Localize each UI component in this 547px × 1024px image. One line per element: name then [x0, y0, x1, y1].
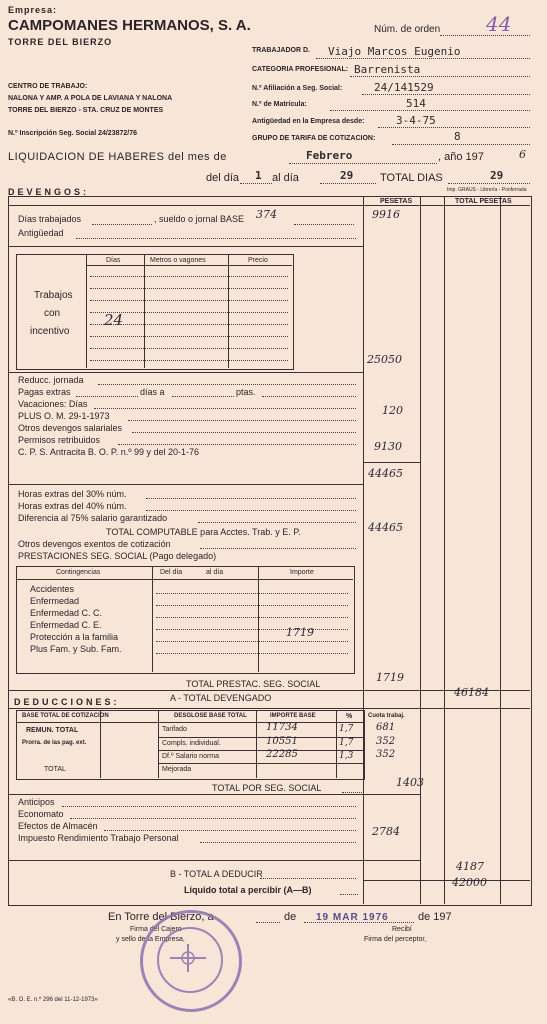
dias-amount: 9916: [372, 208, 400, 221]
devengos-subtotal: 44465: [368, 467, 403, 480]
trabajador-value: Viajo Marcos Eugenio: [328, 45, 461, 58]
otros-devengos: Otros devengos salariales: [18, 423, 123, 433]
proteccion-value: 1719: [286, 626, 314, 639]
cps-antracita: C. P. S. Antracita B. O. P. n.º 99 y del 20-1-76: [18, 447, 200, 457]
col-pesetas: PESETAS: [380, 198, 413, 205]
ded-prorra: Prorra. de las pag. ext.: [22, 740, 87, 746]
prest-col-al-dia: al día: [206, 569, 224, 576]
afiliacion-label: N.º Afiliación a Seg. Social:: [252, 85, 343, 92]
impuesto-value: 2784: [372, 825, 400, 838]
total-deducir-value: 4187: [456, 860, 484, 873]
col-total-pesetas: TOTAL PESETAS: [455, 198, 512, 205]
economato: Economato: [18, 809, 64, 819]
pagas-extras: Pagas extras: [18, 387, 71, 397]
incentivo-col-precio: Precio: [248, 257, 268, 264]
cuota-3: 352: [376, 749, 396, 760]
efectos-almacen: Efectos de Almacén: [18, 821, 98, 831]
centro-label: CENTRO DE TRABAJO:: [8, 83, 88, 90]
reducc-jornada: Reducc. jornada: [18, 375, 84, 385]
place-prefix: En Torre del Bierzo, a: [108, 911, 214, 923]
desglose-compls: Compls. individual.: [162, 740, 221, 747]
prest-col-importe: Importe: [290, 569, 314, 576]
prest-enfermedad-ce: Enfermedad C. E.: [30, 620, 102, 630]
ded-col-base-total: BASE TOTAL DE COTIZACION: [22, 713, 109, 719]
date-de2: de 197: [418, 911, 452, 923]
anticipos: Anticipos: [18, 797, 55, 807]
importe-base-1: 11734: [266, 722, 298, 733]
pct-1: 1,7: [339, 724, 354, 734]
ded-col-cuota: Cuota trabaj.: [368, 713, 405, 719]
date-de1: de: [284, 911, 297, 923]
matricula-label: N.º de Matrícula:: [252, 101, 307, 108]
total-seg-social-label: TOTAL POR SEG. SOCIAL: [212, 783, 322, 793]
prest-enfermedad-cc: Enfermedad C. C.: [30, 608, 103, 618]
firma-cajero-1: Firma del Cajero: [130, 926, 182, 933]
firma-cajero-2: y sello de la Empresa,: [116, 936, 185, 943]
otros-exentos: Otros devengos exentos de cotización: [18, 539, 171, 549]
diferencia-75: Diferencia al 75% salario garantizado: [18, 513, 168, 523]
prest-accidentes: Accidentes: [30, 584, 75, 594]
horas-30: Horas extras del 30% núm.: [18, 489, 127, 499]
imprenta: Imp. GRAUS - Librería - Ponferrada: [447, 187, 527, 193]
permisos: Permisos retribuidos: [18, 435, 101, 445]
incentivo-amount: 25050: [367, 353, 402, 366]
deducciones-title: DEDUCCIONES:: [14, 697, 120, 707]
al-dia-value: 29: [340, 169, 354, 182]
cuota-2: 352: [376, 736, 396, 747]
importe-base-3: 22285: [266, 749, 298, 760]
company-stamp: [140, 910, 242, 1012]
grupo-label: GRUPO DE TARIFA DE COTIZACION:: [252, 135, 376, 142]
stamp-graphic-icon: [140, 910, 236, 1006]
total-seg-social-value: 1403: [396, 776, 424, 789]
del-dia-label: del día: [206, 172, 240, 184]
incentivo-col-metros: Metros o vagones: [150, 257, 206, 264]
antiguedad-line: Antigüedad: [18, 228, 64, 238]
dias-trabajados-label: Días trabajados: [18, 214, 82, 224]
total-computable-label: TOTAL COMPUTABLE para Acctes. Trab. y E. P.: [106, 527, 301, 537]
horas-40: Horas extras del 40% núm.: [18, 501, 127, 511]
boe-reference: «B. O. E. n.º 296 del 11-12-1973»: [8, 997, 98, 1003]
sueldo-label: , sueldo o jornal BASE: [154, 214, 245, 224]
afiliacion-value: 24/141529: [374, 81, 434, 94]
ded-total: TOTAL: [44, 766, 66, 773]
total-devengado-value: 46184: [454, 686, 489, 699]
firma-perceptor: Firma del perceptor,: [364, 936, 427, 943]
ded-col-pct: %: [346, 713, 353, 720]
plus-value: 120: [382, 404, 403, 417]
ano-value: 6: [519, 148, 526, 161]
trabajador-label: TRABAJADOR D.: [252, 47, 310, 54]
liquido-label: Líquido total a percibir (A—B): [184, 885, 312, 895]
sueldo-value: 374: [256, 208, 277, 221]
pagas-dias: días a: [140, 387, 165, 397]
pct-2: 1,7: [339, 738, 354, 748]
cps-value: 9130: [374, 440, 402, 453]
vacaciones: Vacaciones: Días: [18, 399, 88, 409]
mes-value: Febrero: [306, 149, 353, 162]
total-prestac-value: 1719: [376, 671, 404, 684]
incentivo-dias-value: 24: [104, 311, 124, 329]
prest-col-contingencias: Contingencias: [56, 569, 101, 576]
total-devengado-label: A - TOTAL DEVENGADO: [170, 693, 272, 703]
desglose-salario: Df.º Salario norma: [162, 753, 220, 760]
company-sub: TORRE DEL BIERZO: [8, 37, 113, 47]
total-prestac-label: TOTAL PRESTAC. SEG. SOCIAL: [186, 679, 321, 689]
inscripcion: N.º Inscripción Seg. Social 24/23872/76: [8, 130, 138, 137]
grupo-value: 8: [454, 130, 461, 143]
devengos-title: DEVENGOS:: [8, 187, 90, 197]
prest-proteccion: Protección a la familia: [30, 632, 119, 642]
prest-enfermedad: Enfermedad: [30, 596, 80, 606]
categoria-value: Barrenista: [354, 63, 421, 76]
num-orden-label: Núm. de orden: [374, 24, 441, 35]
ded-remun-total: REMUN. TOTAL: [26, 727, 79, 734]
pagas-ptas: ptas.: [236, 387, 256, 397]
importe-base-2: 10551: [266, 736, 298, 747]
empresa-label: Empresa:: [8, 5, 58, 15]
prestaciones-title: PRESTACIONES SEG. SOCIAL (Pago delegado): [18, 551, 217, 561]
categoria-label: CATEGORIA PROFESIONAL:: [252, 66, 349, 73]
prest-plus-fam: Plus Fam. y Sub. Fam.: [30, 644, 122, 654]
centro-line1: NALONA Y AMP. A POLA DE LAVIANA Y NALONA: [8, 95, 173, 102]
ded-col-importe-base: IMPORTE BASE: [270, 713, 316, 719]
liquidacion-prefix: LIQUIDACION DE HABERES del mes de: [8, 151, 227, 163]
incentivo-col-dias: Días: [106, 257, 121, 264]
ano-label: , año 197: [438, 151, 484, 163]
liquido-value: 42000: [452, 876, 487, 889]
plus-om: PLUS O. M. 29-1-1973: [18, 411, 110, 421]
con-label: con: [44, 308, 61, 319]
cuota-1: 681: [376, 722, 396, 733]
matricula-value: 514: [406, 97, 426, 110]
total-computable-value: 44465: [368, 521, 403, 534]
del-dia-value: 1: [255, 169, 262, 182]
total-dias-value: 29: [490, 169, 504, 182]
trabajos-label: Trabajos: [34, 290, 73, 301]
total-deducir-label: B - TOTAL A DEDUCIR: [170, 869, 263, 879]
desglose-mejorada: Mejorada: [162, 766, 192, 773]
total-dias-label: TOTAL DIAS: [380, 172, 443, 184]
centro-line2: TORRE DEL BIERZO - STA. CRUZ DE MONTES: [8, 107, 164, 114]
antiguedad-value: 3-4-75: [396, 114, 436, 127]
recibi: Recibí: [392, 926, 412, 933]
desglose-tarifado: Tarifado: [162, 726, 187, 733]
date-stamp: 19 MAR 1976: [316, 912, 389, 923]
num-orden-value: 44: [486, 12, 512, 36]
pct-3: 1,3: [339, 751, 354, 761]
prest-col-del-dia: Del día: [160, 569, 183, 576]
incentivo-label: incentivo: [30, 326, 70, 337]
impuesto-rendimiento: Impuesto Rendimiento Trabajo Personal: [18, 833, 179, 843]
antiguedad-label: Antigüedad en la Empresa desde:: [252, 118, 365, 125]
ded-col-desglose: DESGLOSE BASE TOTAL: [174, 713, 247, 719]
al-dia-label: al día: [272, 172, 299, 184]
company-name: CAMPOMANES HERMANOS, S. A.: [8, 17, 251, 34]
